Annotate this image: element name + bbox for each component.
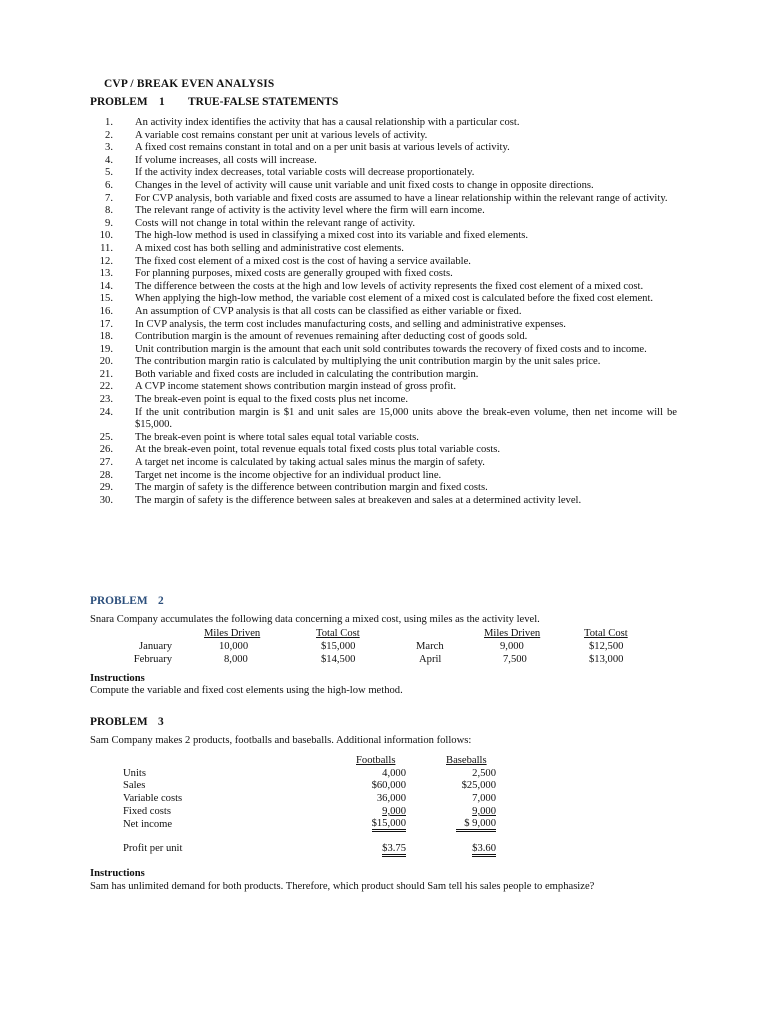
statement-number: 22. [99,381,113,393]
list-item [0,180,768,193]
list-item [0,256,768,269]
list-item [0,356,768,369]
statement-number: 13. [99,268,113,280]
table-cell-football [330,806,406,819]
col-header-miles-left: Miles Driven [204,628,261,639]
statement-number: 30. [99,494,113,506]
problem-3-heading [90,716,164,729]
statement-text: If the activity index decreases, total variable costs will decrease proportionately. [135,167,475,179]
statement-text: For CVP analysis, both variable and fixed costs are assumed to have a linear relationship within the relevant range of activity. [135,192,668,204]
statement-number: 8. [105,205,113,217]
list-item [0,117,768,130]
statement-number: 19. [99,343,113,355]
list-item [0,331,768,344]
list-item [0,470,768,483]
table-cell-miles: 7,500 [503,654,527,665]
statement-number: 10. [99,230,113,242]
statement-number: 17. [99,318,113,330]
statement-number: 21. [99,368,113,380]
statement-text: An activity index identifies the activity that has a causal relationship with a particular cost. [135,117,520,128]
statement-number: 12. [99,255,113,267]
list-item [0,457,768,470]
statement-text: If volume increases, all costs will increase. [135,154,317,166]
document-title: CVP / BREAK EVEN ANALYSIS [104,78,275,90]
statement-text: Unit contribution margin is the amount that each unit sold contributes towards the recovery of fixed costs and to income. [135,343,647,355]
list-item [0,218,768,231]
statement-number: 2. [105,129,113,141]
profit-per-unit-football: $3.75 [382,843,406,857]
statement-number: 4. [105,154,113,166]
list-item [0,155,768,168]
problem-2-heading [90,595,164,608]
table-cell-football [330,843,406,856]
problem-1-label: PROBLEM [90,96,148,108]
statement-text: A target net income is calculated by taking actual sales minus the margin of safety. [135,457,485,469]
table-row-label: Units [123,768,146,779]
col-header-miles-right: Miles Driven [484,628,541,639]
problem-2-label: PROBLEM [90,595,148,607]
statement-number: 29. [99,482,113,494]
problem-1-heading [90,96,338,109]
problem-2-instructions-heading: Instructions [90,673,145,684]
table-cell-miles: 8,000 [224,654,248,665]
table-cell-baseball: 2,500 [472,768,496,779]
table-row-month: February [133,654,172,665]
table-row-label: Net income [123,819,173,830]
list-item [0,142,768,155]
statement-number: 9. [105,217,113,229]
problem-3-number: 3 [158,716,164,728]
statement-number: 23. [99,394,113,406]
net-income-baseball-value: $ 9,000 [456,818,496,832]
list-item [0,243,768,256]
statement-number: 27. [99,457,113,469]
statement-text: An assumption of CVP analysis is that all costs can be classified as either variable or fixed. [135,305,522,317]
statement-number: 26. [99,444,113,456]
statement-text: When applying the high-low method, the variable cost element of a mixed cost is calculated before the fixed cost element. [135,293,654,305]
statement-text: A mixed cost has both selling and administrative cost elements. [135,242,404,254]
col-header-cost-left: Total Cost [316,628,360,639]
statement-number: 1. [105,117,113,128]
statement-text: For planning purposes, mixed costs are generally grouped with fixed costs. [135,268,453,280]
col-header-baseballs: Baseballs [446,755,487,766]
statement-text: Costs will not change in total within the relevant range of activity. [135,217,415,229]
statement-number: 15. [99,293,113,305]
problem-3-intro: Sam Company makes 2 products, footballs and baseballs. Additional information follows: [90,735,472,746]
list-item [0,281,768,294]
table-cell-football: $60,000 [371,780,406,791]
statement-text: The margin of safety is the difference between sales at breakeven and sales at a determined activity level. [135,494,582,506]
problem-1-number: 1 [158,96,165,108]
statement-text: A variable cost remains constant per unit at various levels of activity. [135,129,428,141]
list-item [0,205,768,218]
table-row-label: Profit per unit [123,843,183,854]
statement-text: The contribution margin ratio is calculated by multiplying the unit contribution margin by the unit sales price. [135,356,601,368]
fixed-cost-football-value: 9,000 [382,806,406,817]
statement-number: 6. [105,179,113,191]
table-cell-baseball [420,806,496,819]
statement-number: 28. [99,469,113,481]
table-row-month: March [416,641,444,652]
table-cell-miles: 9,000 [500,641,524,652]
table-cell-baseball: 7,000 [472,793,496,804]
problem-2-intro: Snara Company accumulates the following data concerning a mixed cost, using miles as the activity level. [90,614,540,625]
statement-text: At the break-even point, total revenue equals total fixed costs plus total variable costs. [135,444,501,456]
problem-2-instructions-text: Compute the variable and fixed cost elements using the high-low method. [90,685,403,696]
statement-number: 25. [99,431,113,443]
fixed-cost-baseball-value: 9,000 [472,806,496,817]
list-item [0,167,768,180]
problem-1-title: TRUE-FALSE STATEMENTS [188,96,339,108]
list-item [0,444,768,457]
statement-number: 20. [99,356,113,368]
list-item [0,293,768,306]
list-item [0,482,768,495]
list-item [0,344,768,357]
statement-number: 16. [99,305,113,317]
statement-text: The fixed cost element of a mixed cost is the cost of having a service available. [135,255,471,267]
statement-number: 5. [105,167,113,179]
table-cell-baseball: $25,000 [461,780,496,791]
table-row-month: January [139,641,172,652]
table-cell-football: 4,000 [382,768,406,779]
problem-3-instructions-text: Sam has unlimited demand for both products. Therefore, which product should Sam tell his sales people to emphasize? [90,881,595,892]
table-row-label: Variable costs [123,793,183,804]
list-item [0,230,768,243]
list-item [0,394,768,407]
list-item [0,495,768,508]
statement-text: A CVP income statement shows contribution margin instead of gross profit. [135,381,457,393]
list-item [0,369,768,382]
statement-text: Both variable and fixed costs are included in calculating the contribution margin. [135,368,479,380]
statement-text: The difference between the costs at the high and low levels of activity represents the fixed cost element of a mixed cost. [135,280,644,292]
statement-number: 7. [105,192,113,204]
statement-text: Changes in the level of activity will cause unit variable and unit fixed costs to change in opposite directions. [135,179,594,191]
net-income-football-value: $15,000 [372,818,406,832]
table-row-label: Sales [123,780,146,791]
table-row-label: Fixed costs [123,806,171,817]
statement-number: 3. [105,142,113,154]
list-item [0,319,768,332]
list-item [0,193,768,206]
statement-text: A fixed cost remains constant in total and on a per unit basis at various levels of activity. [135,142,510,154]
col-header-footballs: Footballs [356,755,396,766]
table-cell-baseball [420,818,496,831]
profit-per-unit-baseball: $3.60 [472,843,496,857]
table-cell-miles: 10,000 [219,641,249,652]
statement-text: The break-even point is where total sales equal total variable costs. [135,431,419,443]
problem-3-label: PROBLEM [90,716,148,728]
statement-number: 18. [99,331,113,343]
problem-3-instructions-heading: Instructions [90,868,145,879]
statement-text: The margin of safety is the difference between contribution margin and fixed costs. [135,482,488,494]
statement-text: The relevant range of activity is the activity level where the firm will earn income. [135,205,485,217]
list-item [0,432,768,445]
table-cell-cost: $15,000 [321,641,356,652]
table-cell-football [330,818,406,831]
statement-text: Contribution margin is the amount of revenues remaining after deducting cost of goods sold. [135,331,528,343]
list-item [0,306,768,319]
table-cell-cost: $13,000 [589,654,624,665]
statement-number: 24. [99,406,113,418]
table-cell-football: 36,000 [376,793,406,804]
true-false-statement-list [0,117,768,507]
list-item [0,130,768,143]
table-row-month: April [419,654,442,665]
list-item [0,381,768,394]
list-item [0,268,768,281]
statement-text: Target net income is the income objective for an individual product line. [135,469,442,481]
problem-2-number: 2 [158,595,164,607]
col-header-cost-right: Total Cost [584,628,628,639]
table-cell-baseball [420,843,496,856]
statement-text: In CVP analysis, the term cost includes manufacturing costs, and selling and administrative expenses. [135,318,566,330]
statement-text: The high-low method is used in classifying a mixed cost into its variable and fixed elements. [135,230,529,242]
statement-number: 14. [99,280,113,292]
statement-text: The break-even point is equal to the fixed costs plus net income. [135,394,409,406]
statement-text: If the unit contribution margin is $1 and unit sales are 15,000 units above the break-even volume, then net income will be $15,000. [135,406,677,431]
list-item [0,407,768,432]
table-cell-cost: $14,500 [321,654,356,665]
table-cell-cost: $12,500 [589,641,624,652]
statement-number: 11. [100,242,113,254]
